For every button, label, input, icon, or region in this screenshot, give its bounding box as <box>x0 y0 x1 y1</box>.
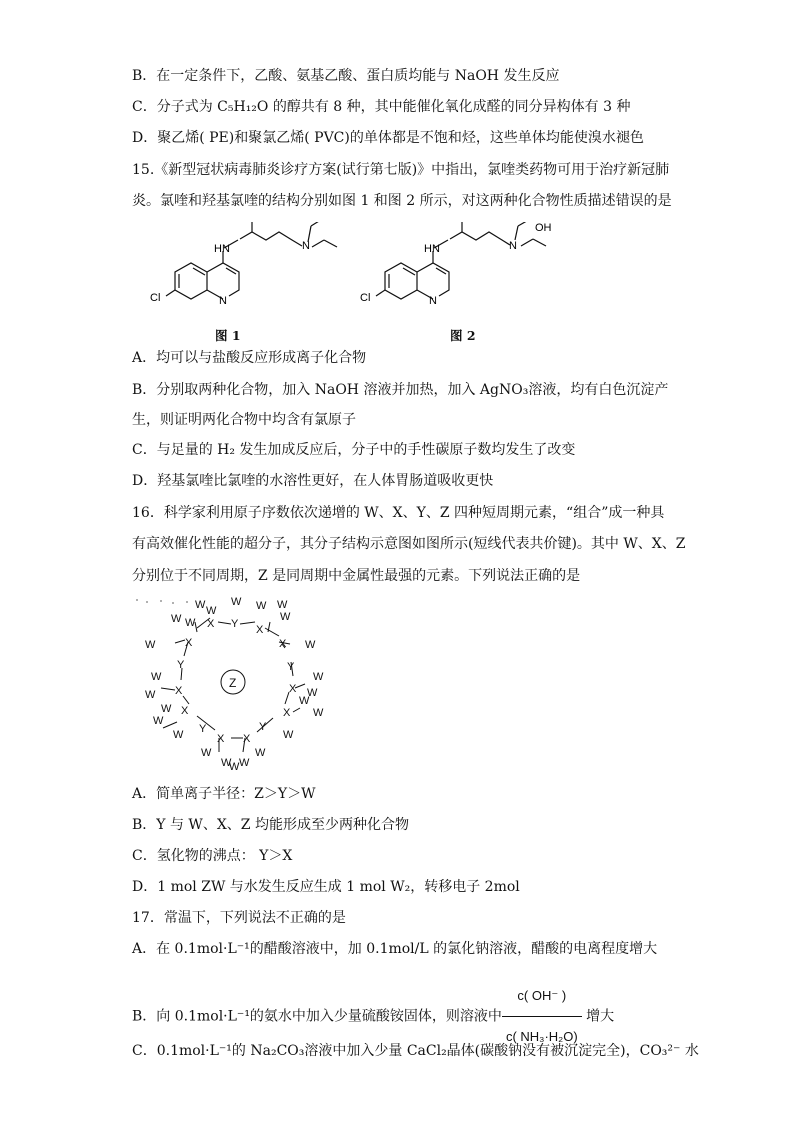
atom-label-hn: HN <box>214 243 230 255</box>
atom-label-y: Y <box>259 721 267 733</box>
atom-label-w: W <box>299 695 310 707</box>
atom-label-w: W <box>173 729 184 741</box>
atom-label-w: W <box>161 703 172 715</box>
atom-label-x: X <box>185 637 193 649</box>
atom-label-w: W <box>221 757 232 769</box>
atom-label-y: Y <box>177 659 185 671</box>
q15-option-d: D．羟基氯喹比氯喹的水溶性更好，在人体胃肠道吸收更快 <box>132 473 494 489</box>
atom-label-w: W <box>283 729 294 741</box>
fraction-denominator: c( NH₃·H₂O) <box>505 1029 578 1044</box>
atom-label-y: Y <box>287 661 295 673</box>
atom-label-w: W <box>229 761 240 773</box>
hydroxychloroquine-structure <box>360 222 570 322</box>
atom-label-x: X <box>283 707 291 719</box>
q17-option-c: C．0.1mol·L⁻¹的 Na₂CO₃溶液中加入少量 CaCl₂晶体(碳酸钠没有被沉淀完全)，CO₃²⁻ 水 <box>132 1043 699 1059</box>
q16-option-a: A．简单离子半径：Z＞Y＞W <box>132 786 316 802</box>
q16-option-c: C．氢化物的沸点： Y＞X <box>132 848 293 864</box>
q17-option-b-text: B．向 0.1mol·L⁻¹的氨水中加入少量硫酸铵固体，则溶液中 <box>132 1008 502 1025</box>
q15-option-a: A．均可以与盐酸反应形成离子化合物 <box>132 350 367 366</box>
atom-label-x: X <box>243 733 251 745</box>
atom-label-w: W <box>171 613 182 625</box>
q17-option-b-suffix: 增大 <box>586 1008 615 1025</box>
option-c-text: C．分子式为 C₅H₁₂O 的醇共有 8 种，其中能催化氧化成醛的同分异构体有 3 种 <box>132 99 631 115</box>
atom-label-w: W <box>145 689 156 701</box>
atom-label-w: W <box>256 600 267 612</box>
atom-label-x: X <box>175 685 183 697</box>
supramolecule-diagram <box>135 592 345 774</box>
atom-label-w: W <box>206 605 217 617</box>
atom-label-w: W <box>185 617 196 629</box>
atom-label-w: W <box>153 715 164 727</box>
atom-label-w: W <box>305 639 316 651</box>
q15-option-b-line2: 生，则证明两化合物中均含有氯原子 <box>132 412 356 428</box>
option-b-text: B．在一定条件下，乙酸、氨基乙酸、蛋白质均能与 NaOH 发生反应 <box>132 68 560 84</box>
atom-label-cl: Cl <box>360 292 371 304</box>
atom-label-w: W <box>307 687 318 699</box>
question-16-line1: 16．科学家利用原子序数依次递增的 W、X、Y、Z 四种短周期元素，“组合”成一种具 <box>132 505 665 521</box>
atom-label-w: W <box>145 639 156 651</box>
atom-label-w: W <box>239 757 250 769</box>
atom-label-n: N <box>219 295 227 307</box>
atom-label-w: W <box>313 707 324 719</box>
atom-label-x: X <box>279 638 287 650</box>
atom-label-z: Z <box>229 676 237 690</box>
atom-label-w: W <box>277 599 288 611</box>
atom-label-y: Y <box>231 618 239 630</box>
atom-label-x: X <box>217 733 225 745</box>
q16-option-b: B．Y 与 W、X、Z 均能形成至少两种化合物 <box>132 817 409 833</box>
figure-1-caption: 图 1 <box>215 328 241 343</box>
option-d-text: D．聚乙烯( PE)和聚氯乙烯( PVC)的单体都是不饱和烃，这些单体均能使溴水褪色 <box>132 130 644 146</box>
q15-option-b-line1: B．分别取两种化合物，加入 NaOH 溶液并加热，加入 AgNO₃溶液，均有白色沉淀产 <box>132 382 669 398</box>
fraction-numerator: c( OH⁻ ) <box>502 976 582 1017</box>
question-15-line1: 15.《新型冠状病毒肺炎诊疗方案(试行第七版)》中指出，氯喹类药物可用于治疗新冠肺 <box>132 162 670 178</box>
atom-label-n: N <box>429 295 437 307</box>
chloroquine-structure <box>150 222 350 322</box>
atom-label-n: N <box>509 240 517 252</box>
figure-2-caption: 图 2 <box>450 328 476 343</box>
atom-label-y: Y <box>199 723 207 735</box>
atom-label-w: W <box>313 671 324 683</box>
atom-label-hn: HN <box>424 243 440 255</box>
atom-label-w: W <box>151 671 162 683</box>
atom-label-w: W <box>201 747 212 759</box>
q16-option-d: D．1 mol ZW 与水发生反应生成 1 mol W₂，转移电子 2mol <box>132 879 520 895</box>
atom-label-w: W <box>255 747 266 759</box>
atom-label-x: X <box>256 624 264 636</box>
question-15-line2: 炎。氯喹和羟基氯喹的结构分别如图 1 和图 2 所示，对这两种化合物性质描述错误的是 <box>132 193 672 209</box>
q15-option-c: C．与足量的 H₂ 发生加成反应后，分子中的手性碳原子数均发生了改变 <box>132 442 576 458</box>
atom-label-w: W <box>280 611 291 623</box>
atom-label-x: X <box>289 683 297 695</box>
atom-label-w: W <box>195 599 206 611</box>
atom-label-n: N <box>302 240 310 252</box>
atom-label-x: X <box>181 705 189 717</box>
atom-label-cl: Cl <box>150 292 161 304</box>
q17-option-a: A．在 0.1mol·L⁻¹的醋酸溶液中，加 0.1mol/L 的氯化钠溶液，醋酸的电离程度增大 <box>132 941 658 957</box>
atom-label-oh: OH <box>535 222 552 234</box>
question-16-line3: 分别位于不同周期，Z 是同周期中金属性最强的元素。下列说法正确的是 <box>132 568 581 584</box>
question-16-line2: 有高效催化性能的超分子，其分子结构示意图如图所示(短线代表共价键)。其中 W、X、Z <box>132 536 686 552</box>
atom-label-x: X <box>207 618 215 630</box>
atom-label-w: W <box>231 596 242 608</box>
question-17: 17．常温下，下列说法不正确的是 <box>132 910 346 926</box>
